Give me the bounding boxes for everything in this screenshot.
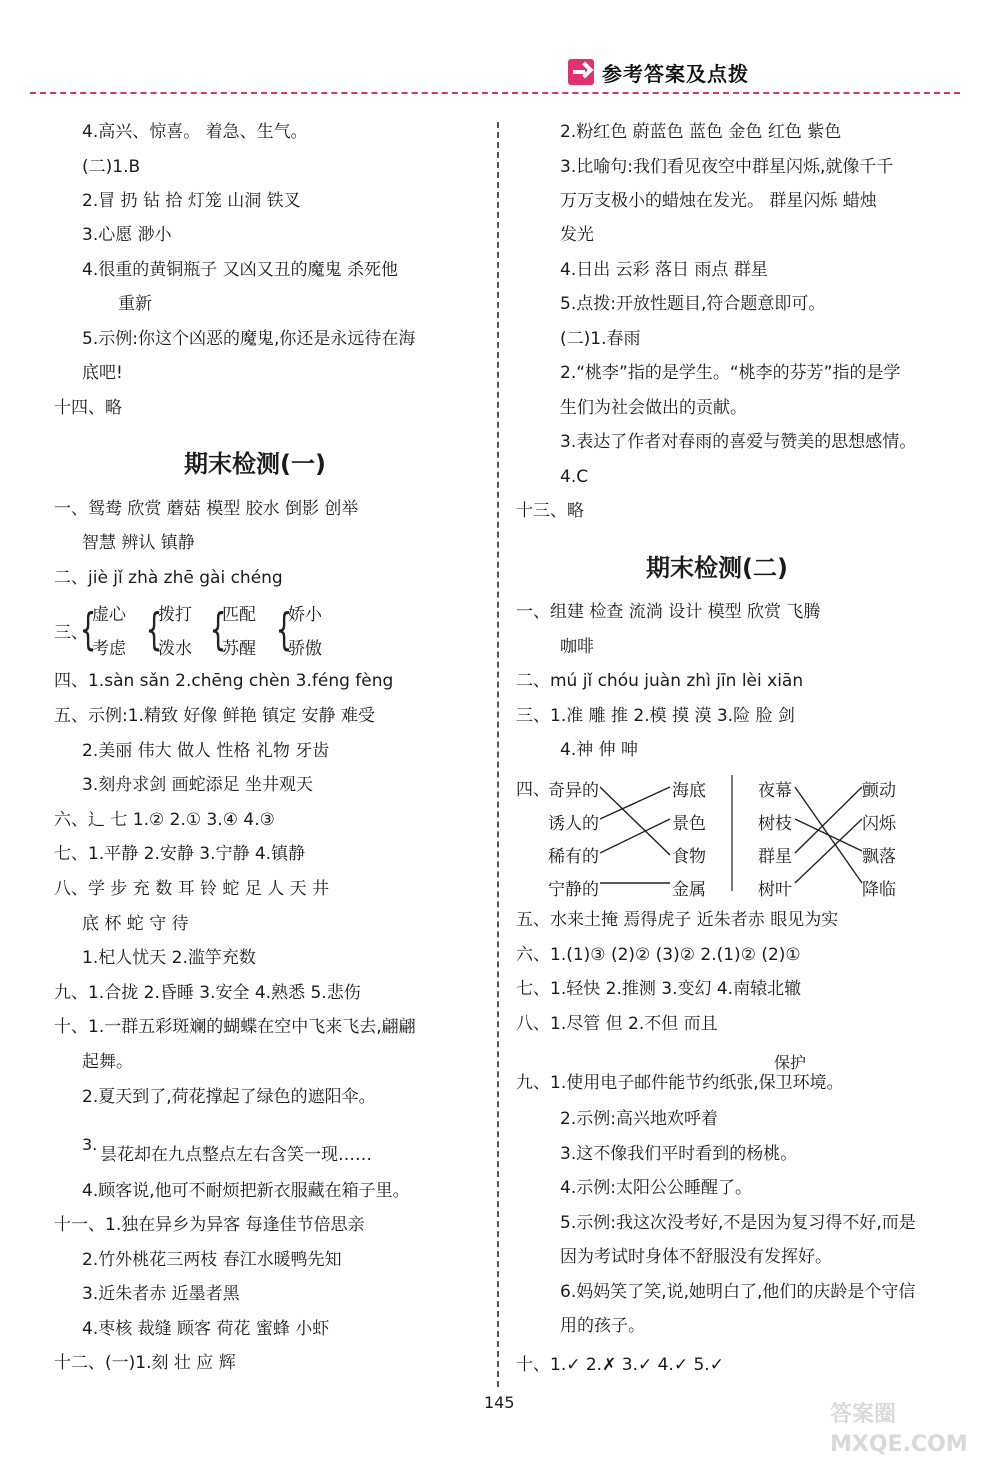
header-divider [30,92,960,94]
answer-line: 5.示例:你这个凶恶的魔鬼,你还是永远待在海 [82,329,416,349]
answer-line: 九、1.使用电子邮件能节约纸张,保卫环境。 [516,1073,844,1093]
answer-line: 2.粉红色 蔚蓝色 蓝色 金色 红色 紫色 [560,122,842,142]
answer-line: 发光 [560,225,594,245]
match-word: 颤动 [862,781,896,801]
match-label: 四、 [516,780,550,800]
match-word: 飘落 [862,847,896,867]
match-word: 食物 [672,847,706,867]
answer-line: 二、mú jǐ chóu juàn zhì jīn lèi xiān [516,671,804,691]
answer-line: 十四、略 [54,398,122,418]
brace-icon: { [79,604,97,655]
answer-line: 2.冒 扔 钻 拾 灯笼 山洞 铁叉 [82,191,301,211]
match-word: 诱人的 [548,814,599,834]
answer-line: 3.这不像我们平时看到的杨桃。 [560,1144,798,1164]
answer-line: 起舞。 [82,1052,133,1072]
answer-line: 2.美丽 伟大 做人 性格 礼物 牙齿 [82,741,330,761]
answer-line: 2.竹外桃花三两枝 春江水暖鸭先知 [82,1250,342,1270]
san-label: 三、 [54,623,88,643]
answer-line: 4.C [560,467,589,487]
page-number: 145 [484,1393,515,1412]
answer-line: 二、jiè jǐ zhà zhē gài chéng [54,568,283,588]
answer-line: 一、组建 检查 流淌 设计 模型 欣赏 飞腾 [516,602,821,622]
answer-line: 底 杯 蛇 守 待 [82,914,189,934]
answer-line: 生们为社会做出的贡献。 [560,398,747,418]
match-word: 闪烁 [862,814,896,834]
answer-line: 1.杞人忧天 2.滥竽充数 [82,948,256,968]
san-word: 拨打 [158,605,192,625]
brace-icon: { [275,604,293,655]
answer-line: 4.很重的黄铜瓶子 又凶又丑的魔鬼 杀死他 [82,260,399,280]
answer-line: 十二、(一)1.刻 壮 应 辉 [54,1353,236,1373]
answer-line: 4.顾客说,他可不耐烦把新衣服藏在箱子里。 [82,1181,410,1201]
answer-line: 七、1.轻快 2.推测 3.变幻 4.南辕北辙 [516,979,802,999]
answer-line: 4.示例:太阳公公睡醒了。 [560,1178,752,1198]
answer-line: 十一、1.独在异乡为异客 每逢佳节倍思亲 [54,1215,365,1235]
annotation-baohu: 保护 [774,1053,807,1072]
answer-line: 五、水来土掩 焉得虎子 近朱者赤 眼见为实 [516,910,839,930]
brace-icon: { [209,604,227,655]
answer-line: 3.心愿 渺小 [82,225,172,245]
answer-line: 昙花却在九点整点左右含笑一现…… [100,1145,372,1165]
answer-line: 智慧 辨认 镇静 [82,533,195,553]
answer-line: 4.神 伸 呻 [560,740,639,760]
san-word: 虚心 [92,605,126,625]
match-word: 宁静的 [548,880,599,900]
match-word: 树枝 [758,814,792,834]
san-word: 苏醒 [222,639,256,659]
match-word: 群星 [758,847,792,867]
answer-line: 2.夏天到了,荷花撑起了绿色的遮阳伞。 [82,1087,376,1107]
answer-line: 重新 [118,294,152,314]
answer-line: 七、1.平静 2.安静 3.宁静 4.镇静 [54,844,306,864]
column-divider [497,122,499,1387]
answer-line: 6.妈妈笑了笑,说,她明白了,他们的庆龄是个守信 [560,1282,916,1302]
answer-line: 3.近朱者赤 近墨者黑 [82,1284,240,1304]
arrow-icon [568,59,594,85]
match-lines [600,775,900,895]
answer-line: 八、1.尽管 但 2.不但 而且 [516,1014,718,1034]
san-word: 娇小 [288,605,322,625]
match-word: 景色 [672,814,706,834]
answer-line: 咖啡 [560,637,594,657]
answer-line: (二)1.B [82,157,141,177]
answer-line: 四、1.sàn sǎn 2.chēng chèn 3.féng fèng [54,671,394,691]
answer-line: 九、1.合拢 2.昏睡 3.安全 4.熟悉 5.悲伤 [54,983,361,1003]
san-word: 泼水 [158,639,192,659]
answer-line: 2.“桃李”指的是学生。“桃李的芬芳”指的是学 [560,363,901,383]
answer-line: 十三、略 [516,501,584,521]
answer-line: 3.刻舟求剑 画蛇添足 坐井观天 [82,775,314,795]
san-word: 骄傲 [288,639,322,659]
answer-line: 5.点拨:开放性题目,符合题意即可。 [560,294,826,314]
match-word: 树叶 [758,880,792,900]
answer-line: 三、1.准 雕 推 2.模 摸 漠 3.险 脸 剑 [516,706,795,726]
match-word: 金属 [672,880,706,900]
answer-line: 一、鸳鸯 欣赏 蘑菇 模型 胶水 倒影 创举 [54,499,359,519]
brace-icon: { [145,604,163,655]
answer-line: 六、辶 七 1.② 2.① 3.④ 4.③ [54,810,275,830]
answer-line: 因为考试时身体不舒服没有发挥好。 [560,1247,832,1267]
answer-line: (二)1.春雨 [560,329,641,349]
match-word: 降临 [862,880,896,900]
answer-line: 4.日出 云彩 落日 雨点 群星 [560,260,768,280]
header-title: 参考答案及点拨 [602,61,749,86]
san-word: 考虑 [92,639,126,659]
answer-line: 十、1.一群五彩斑斓的蝴蝶在空中飞来飞去,翩翩 [54,1017,416,1037]
answer-line: 4.高兴、惊喜。 着急、生气。 [82,122,308,142]
answer-line: 用的孩子。 [560,1316,645,1336]
section-title-right: 期末检测(二) [646,554,788,582]
match-word: 奇异的 [548,781,599,801]
answer-line: 十、1.✓ 2.✗ 3.✓ 4.✓ 5.✓ [516,1355,724,1375]
answer-line: 底吧! [82,363,123,383]
answer-line: 3.比喻句:我们看见夜空中群星闪烁,就像千千 [560,157,894,177]
answer-line: 5.示例:我这次没考好,不是因为复习得不好,而是 [560,1213,916,1233]
answer-line: 八、学 步 充 数 耳 铃 蛇 足 人 天 井 [54,879,330,899]
answer-line: 五、示例:1.精致 好像 鲜艳 镇定 安静 难受 [54,706,375,726]
san-word: 匹配 [222,605,256,625]
match-word: 夜幕 [758,781,792,801]
header [568,58,749,86]
watermark: 答案圈 MXQE.COM [830,1402,968,1457]
answer-line: 4.枣核 裁缝 顾客 荷花 蜜蜂 小虾 [82,1319,330,1339]
match-word: 海底 [672,781,706,801]
answer-line: 3.表达了作者对春雨的喜爱与赞美的思想感情。 [560,432,917,452]
item3-prefix: 3. [82,1135,98,1154]
answer-line: 2.示例:高兴地欢呼着 [560,1109,718,1129]
section-title-left: 期末检测(一) [184,450,326,478]
answer-line: 六、1.(1)③ (2)② (3)② 2.(1)② (2)① [516,945,801,965]
answer-line: 万万支极小的蜡烛在发光。 群星闪烁 蜡烛 [560,191,877,211]
match-word: 稀有的 [548,847,599,867]
